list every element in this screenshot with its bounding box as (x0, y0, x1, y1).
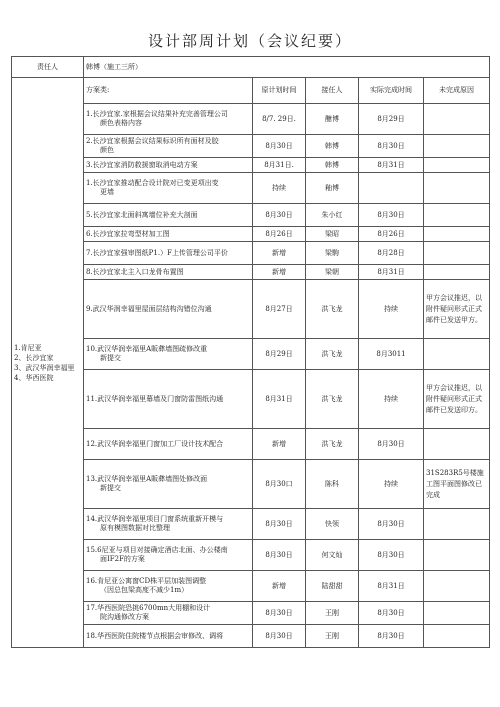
reason-cell (424, 173, 490, 204)
orig-time-cell: 新增 (253, 571, 306, 602)
actual-time-cell: 8月30日 (359, 135, 424, 158)
owner-cell: 王刚 (306, 625, 359, 648)
task-cell: 2.长沙宜家根据会议结果标识所有面材及胶 颜色 (84, 135, 253, 158)
actual-time-cell: 8月28日 (359, 242, 424, 265)
table-row (12, 571, 490, 602)
reason-cell: 甲方会议推迟，以附件疑问形式正式邮件已发送印方。 (424, 370, 490, 429)
actual-time-cell: 8月30日 (359, 602, 424, 625)
task-cell: 12.武汉华润幸福里门窗加工厂设计技术配合 (84, 429, 253, 460)
person-item: 1.肯尼亚 (14, 343, 42, 352)
table-row (12, 280, 490, 339)
table-row (12, 602, 490, 625)
owner-cell: 何文灿 (306, 540, 359, 571)
table-row (12, 204, 490, 227)
table-row (12, 242, 490, 265)
orig-time-cell: 新增 (253, 265, 306, 280)
orig-time-cell: 8月30日 (253, 135, 306, 158)
persons-list (12, 78, 84, 648)
header-row (12, 78, 490, 104)
table-row (12, 104, 490, 135)
reason-cell (424, 509, 490, 540)
reason-cell (424, 265, 490, 280)
actual-time-cell: 8月31日 (359, 158, 424, 173)
owner-cell: 梁朝 (306, 265, 359, 280)
orig-time-cell: 持续 (253, 173, 306, 204)
reason-cell (424, 602, 490, 625)
header-actual: 实际完成时间 (359, 78, 424, 104)
reason-cell (424, 227, 490, 242)
reason-cell (424, 204, 490, 227)
actual-time-cell: 8月26日 (359, 227, 424, 242)
owner-cell: 快领 (306, 509, 359, 540)
owner-cell: 王刚 (306, 602, 359, 625)
task-cell: 1.长沙宜家推动配合设计院对已变更项出变 更墙 (84, 173, 253, 204)
person-item: 4、华西医院 (14, 373, 54, 382)
actual-time-cell: 持续 (359, 370, 424, 429)
task-cell: 3.长沙宜家消防救援窗取消电动方案 (84, 158, 253, 173)
reason-cell (424, 540, 490, 571)
task-cell: 13.武汉华润幸福里A販彝墙图处修改面 新提交 (84, 460, 253, 509)
orig-time-cell: 8月26日 (253, 227, 306, 242)
table-row (12, 339, 490, 370)
header-reason: 未完成原因 (424, 78, 490, 104)
orig-time-cell: 8月29日 (253, 339, 306, 370)
actual-time-cell: 8月30日 (359, 540, 424, 571)
orig-time-cell: 8月30口 (253, 460, 306, 509)
person-item: 2、长沙宜家 (14, 353, 54, 362)
actual-time-cell: 8月30日 (359, 204, 424, 227)
actual-time-cell: 8月30日 (359, 509, 424, 540)
task-cell: 5.长沙宜家北面斜寓墙位补充大剖面 (84, 204, 253, 227)
owner-cell: 韩博 (306, 158, 359, 173)
header-plan: 方案类: (84, 78, 253, 104)
actual-time-cell: 8月31日 (359, 571, 424, 602)
responsible-row (12, 57, 490, 78)
reason-cell (424, 429, 490, 460)
plan-table (11, 56, 490, 648)
owner-cell: 釉博 (306, 173, 359, 204)
orig-time-cell: 8/7. 29日. (253, 104, 306, 135)
table-row (12, 460, 490, 509)
orig-time-cell: 8月30日 (253, 540, 306, 571)
task-cell: 15.6尼亚与项目对接确定酒店北面、办公楼南 面IF2F的方案 (84, 540, 253, 571)
owner-cell: 洪飞龙 (306, 370, 359, 429)
task-cell: 8.长沙宜家北主入口龙骨布置图 (84, 265, 253, 280)
orig-time-cell: 新增 (253, 429, 306, 460)
orig-time-cell: 8月30日 (253, 204, 306, 227)
reason-cell: 甲方会议推迟，以附件疑问形式正式邮件已发送甲方。 (424, 280, 490, 339)
table-row (12, 540, 490, 571)
table-row (12, 265, 490, 280)
reason-cell (424, 571, 490, 602)
orig-time-cell: 8月30日 (253, 625, 306, 648)
actual-time-cell: 持续 (359, 280, 424, 339)
orig-time-cell: 新增 (253, 242, 306, 265)
reason-cell (424, 135, 490, 158)
actual-time-cell: 8月3011 (359, 339, 424, 370)
owner-cell: 洪飞龙 (306, 429, 359, 460)
owner-cell: 梁駒 (306, 242, 359, 265)
table-row (12, 135, 490, 158)
reason-cell (424, 625, 490, 648)
table-row (12, 429, 490, 460)
owner-cell: 陈科 (306, 460, 359, 509)
orig-time-cell: 8月27日 (253, 280, 306, 339)
actual-time-cell: 8月29日 (359, 104, 424, 135)
owner-cell: 朱小红 (306, 204, 359, 227)
reason-cell (424, 104, 490, 135)
owner-cell: 洪飞龙 (306, 339, 359, 370)
orig-time-cell: 8月31日 (253, 370, 306, 429)
table-row (12, 509, 490, 540)
table-row (12, 173, 490, 204)
responsible-label: 责任人 (12, 57, 84, 78)
task-cell: 11.武汉华润幸福里幕墙及门窗防雷图纸沟通 (84, 370, 253, 429)
actual-time-cell: 8月31日 (359, 265, 424, 280)
task-cell: 6.长沙宜家拉弯型材加工图 (84, 227, 253, 242)
reason-cell (424, 158, 490, 173)
person-item: 3、武汉华润幸福里 (14, 363, 75, 372)
task-cell: 7.长沙宜家强审图纸P1.）F上传管理公司平价 (84, 242, 253, 265)
task-cell: 1.长沙宜家.家根据会议结果补充完善管理公司 颜色表格内容 (84, 104, 253, 135)
owner-cell: 梁昭 (306, 227, 359, 242)
table-row (12, 625, 490, 648)
header-owner: 接任人 (306, 78, 359, 104)
reason-cell (424, 339, 490, 370)
owner-cell: 陆甜甜 (306, 571, 359, 602)
table-row (12, 227, 490, 242)
document-title: 设计部周计划（会议纪要） (147, 32, 352, 50)
task-cell: 14.武汉华润幸福里项目门窗系统重新开模与 原有模图数据对比整理 (84, 509, 253, 540)
table-row (12, 370, 490, 429)
task-cell: 9.武汉华润幸福里屋面层结构沟错位沟通 (84, 280, 253, 339)
responsible-value: 韩博（施工三所） (84, 57, 490, 78)
actual-time-cell (359, 173, 424, 204)
owner-cell: 醣博 (306, 104, 359, 135)
reason-cell (424, 242, 490, 265)
actual-time-cell: 8月30日 (359, 625, 424, 648)
reason-cell: 31S283R5号楼施工图平面图修改已完成 (424, 460, 490, 509)
task-cell: 17.华西医院恐挑6700mn大用棚和设计 院沟通修改方案 (84, 602, 253, 625)
table-row (12, 158, 490, 173)
task-cell: 18.华西医院住院楼节点根据会审修改、调将 (84, 625, 253, 648)
actual-time-cell: 持续 (359, 460, 424, 509)
header-orig-time: 原计划时间 (253, 78, 306, 104)
task-cell: 10.武汉华润幸福里A販彝墙图疏修改重 新提交 (84, 339, 253, 370)
orig-time-cell: 8月30日 (253, 602, 306, 625)
orig-time-cell: 8月30日 (253, 509, 306, 540)
task-cell: 16.肯尼亚公寓窗CD株平层加装图调整 （因总包梁高度不减少1m） (84, 571, 253, 602)
orig-time-cell: 8月31日. (253, 158, 306, 173)
owner-cell: 韩博 (306, 135, 359, 158)
actual-time-cell: 8月30日 (359, 429, 424, 460)
owner-cell: 洪飞龙 (306, 280, 359, 339)
